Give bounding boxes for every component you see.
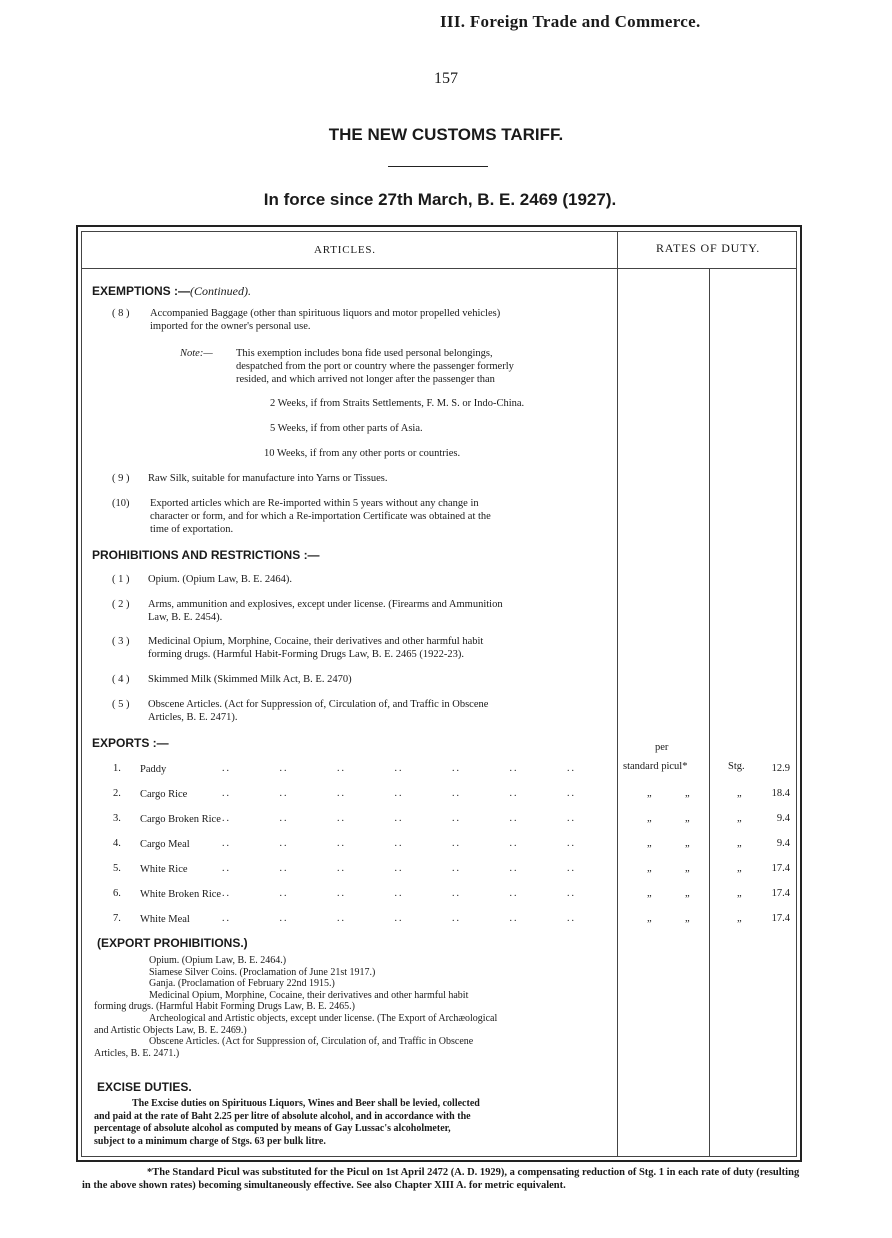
prohibition-line: Obscene Articles. (Act for Suppression of, Circulation of, and Traffic in Obscene bbox=[148, 699, 489, 710]
note-weeks-2: 5 Weeks, if from other parts of Asia. bbox=[270, 423, 423, 434]
note-weeks-1: 2 Weeks, if from Straits Settlements, F. M. S. or Indo-China. bbox=[270, 398, 525, 409]
export-item-name: White Meal bbox=[140, 914, 190, 925]
column-header-rates: RATES OF DUTY. bbox=[656, 241, 760, 255]
prohibition-item bbox=[148, 598, 503, 624]
rate-per-label: per bbox=[655, 742, 669, 753]
export-prohibition-line: Obscene Articles. (Act for Suppression of, Circulation of, and Traffic in Obscene bbox=[149, 1036, 474, 1048]
rate-currency-label: Stg. bbox=[728, 761, 745, 772]
note-line: This exemption includes bona fide used personal belongings, bbox=[236, 348, 493, 359]
footnote: *The Standard Picul was substituted for the Picul on 1st April 2472 (A. D. 1929), a compensating reduction of Stg. 1 in each rate of duty (resulting in the above shown rates) becoming simultaneously effective. See also Chapter XIII A. for metric equivalent. bbox=[82, 1167, 800, 1191]
excise-body bbox=[94, 1098, 616, 1148]
ditto-mark: „ bbox=[737, 863, 742, 874]
exemption-line: imported for the owner's personal use. bbox=[150, 321, 311, 332]
export-prohibition-line: Archeological and Artistic objects, except under license. (The Export of Archæological bbox=[149, 1012, 498, 1024]
prohibition-item bbox=[148, 635, 483, 661]
section-heading-prohibitions: PROHIBITIONS AND RESTRICTIONS :— bbox=[92, 548, 320, 562]
export-prohibition-line: and Artistic Objects Law, B. E. 2469.) bbox=[94, 1024, 247, 1036]
page-subtitle: In force since 27th March, B. E. 2469 (1927). bbox=[263, 190, 617, 209]
leader-dots: .. .. .. .. .. .. .. bbox=[222, 813, 576, 824]
exemption-line: Exported articles which are Re-imported within 5 years without any change in bbox=[150, 498, 479, 509]
ditto-mark: „ bbox=[685, 788, 690, 799]
export-item-number: 2. bbox=[113, 788, 121, 799]
note-line: resided, and which arrived not longer after the passenger than bbox=[236, 374, 495, 385]
prohibition-number: ( 5 ) bbox=[112, 699, 130, 710]
export-rate-value: 9.4 bbox=[776, 838, 790, 849]
export-rate-value: 18.4 bbox=[771, 788, 790, 799]
ditto-mark: „ bbox=[647, 863, 652, 874]
excise-line: subject to a minimum charge of Stgs. 63 per bulk litre. bbox=[94, 1135, 326, 1147]
prohibition-item: Skimmed Milk (Skimmed Milk Act, B. E. 2470) bbox=[148, 674, 352, 685]
prohibition-number: ( 1 ) bbox=[112, 574, 130, 585]
export-item-name: Cargo Broken Rice bbox=[140, 814, 221, 825]
ditto-mark: „ bbox=[685, 888, 690, 899]
ditto-mark: „ bbox=[647, 788, 652, 799]
ditto-mark: „ bbox=[737, 913, 742, 924]
export-prohibition-line: Ganja. (Proclamation of February 22nd 1915.) bbox=[149, 978, 335, 990]
prohibition-line: Law, B. E. 2454). bbox=[148, 612, 223, 623]
prohibition-line: Medicinal Opium, Morphine, Cocaine, their derivatives and other harmful habit bbox=[148, 636, 484, 647]
export-prohibition-line: Siamese Silver Coins. (Proclamation of June 21st 1917.) bbox=[149, 966, 376, 978]
prohibition-number: ( 2 ) bbox=[112, 599, 130, 610]
column-divider-articles bbox=[617, 231, 618, 1157]
export-item-name: Cargo Rice bbox=[140, 789, 188, 800]
export-rate-value: 12.9 bbox=[771, 763, 790, 774]
page-title: THE NEW CUSTOMS TARIFF. bbox=[328, 125, 564, 144]
ditto-mark: „ bbox=[647, 888, 652, 899]
excise-line: percentage of absolute alcohol as computed by means of Gay Lussac's alcoholmeter, bbox=[94, 1123, 451, 1134]
ditto-mark: „ bbox=[737, 888, 742, 899]
column-header-articles: ARTICLES. bbox=[314, 244, 376, 256]
ditto-mark: „ bbox=[685, 863, 690, 874]
export-item-number: 5. bbox=[113, 863, 121, 874]
leader-dots: .. .. .. .. .. .. .. bbox=[222, 913, 576, 924]
note-body bbox=[236, 347, 514, 386]
export-prohibition-line: forming drugs. (Harmful Habit Forming Drugs Law, B. E. 2465.) bbox=[94, 1001, 355, 1013]
export-rate-value: 17.4 bbox=[771, 913, 790, 924]
prohibition-number: ( 3 ) bbox=[112, 636, 130, 647]
exemptions-heading-note: (Continued). bbox=[190, 284, 252, 298]
export-rate-value: 17.4 bbox=[771, 863, 790, 874]
ditto-mark: „ bbox=[685, 913, 690, 924]
ditto-mark: „ bbox=[647, 913, 652, 924]
export-item-name: White Rice bbox=[140, 864, 188, 875]
exemption-number: ( 8 ) bbox=[112, 308, 130, 319]
leader-dots: .. .. .. .. .. .. .. bbox=[222, 788, 576, 799]
column-divider-rates bbox=[709, 268, 710, 1157]
prohibition-line: Arms, ammunition and explosives, except under license. (Firearms and Ammunition bbox=[148, 599, 503, 610]
ditto-mark: „ bbox=[647, 838, 652, 849]
exemption-number: (10) bbox=[112, 498, 130, 509]
export-item-name: Paddy bbox=[140, 764, 167, 775]
export-prohibitions-list bbox=[94, 955, 616, 1059]
export-rate-value: 17.4 bbox=[771, 888, 790, 899]
note-weeks-3: 10 Weeks, if from any other ports or countries. bbox=[264, 448, 461, 459]
exemption-item-10 bbox=[150, 497, 491, 536]
exemption-line: Accompanied Baggage (other than spirituous liquors and motor propelled vehicles) bbox=[150, 308, 501, 319]
header-row-divider bbox=[81, 268, 797, 269]
export-rate-value: 9.4 bbox=[776, 813, 790, 824]
exemption-line: time of exportation. bbox=[150, 524, 234, 535]
section-heading-export-prohibitions: (EXPORT PROHIBITIONS.) bbox=[97, 936, 248, 950]
export-item-name: White Broken Rice bbox=[140, 889, 222, 900]
rate-unit-label: standard picul* bbox=[623, 761, 688, 772]
export-item-number: 3. bbox=[113, 813, 121, 824]
export-prohibition-line: Articles, B. E. 2471.) bbox=[94, 1047, 180, 1059]
excise-line: The Excise duties on Spirituous Liquors, Wines and Beer shall be levied, collected bbox=[132, 1098, 480, 1109]
exemption-number: ( 9 ) bbox=[112, 473, 130, 484]
exemptions-heading: EXEMPTIONS :— bbox=[92, 284, 191, 298]
export-item-number: 7. bbox=[113, 913, 121, 924]
ditto-mark: „ bbox=[737, 788, 742, 799]
title-rule bbox=[388, 166, 488, 167]
ditto-mark: „ bbox=[737, 838, 742, 849]
excise-line: and paid at the rate of Baht 2.25 per litre of absolute alcohol, and in accordance with the bbox=[94, 1110, 471, 1122]
export-prohibition-line: Medicinal Opium, Morphine, Cocaine, their derivatives and other harmful habit bbox=[149, 989, 469, 1001]
leader-dots: .. .. .. .. .. .. .. bbox=[222, 888, 576, 899]
exemption-item-9: Raw Silk, suitable for manufacture into Yarns or Tissues. bbox=[148, 473, 388, 484]
section-heading-exports: EXPORTS :— bbox=[92, 736, 169, 750]
exemption-line: character or form, and for which a Re-importation Certificate was obtained at the bbox=[150, 511, 491, 522]
section-heading-excise: EXCISE DUTIES. bbox=[97, 1080, 192, 1094]
ditto-mark: „ bbox=[685, 813, 690, 824]
export-item-number: 6. bbox=[113, 888, 121, 899]
leader-dots: .. .. .. .. .. .. .. bbox=[222, 838, 576, 849]
section-heading-exemptions bbox=[92, 284, 251, 299]
page-number: 157 bbox=[434, 70, 458, 87]
export-item-number: 1. bbox=[113, 763, 121, 774]
prohibition-line: Articles, B. E. 2471). bbox=[148, 712, 238, 723]
prohibition-item bbox=[148, 698, 488, 724]
ditto-mark: „ bbox=[647, 813, 652, 824]
running-header: III. Foreign Trade and Commerce. bbox=[440, 12, 701, 31]
prohibition-number: ( 4 ) bbox=[112, 674, 130, 685]
note-label: Note:— bbox=[180, 348, 213, 359]
ditto-mark: „ bbox=[685, 838, 690, 849]
note-line: despatched from the port or country where the passenger formerly bbox=[236, 361, 514, 372]
export-item-name: Cargo Meal bbox=[140, 839, 190, 850]
ditto-mark: „ bbox=[737, 813, 742, 824]
leader-dots: .. .. .. .. .. .. .. bbox=[222, 863, 576, 874]
export-item-number: 4. bbox=[113, 838, 121, 849]
exemption-item-8 bbox=[150, 307, 500, 333]
export-prohibition-line: Opium. (Opium Law, B. E. 2464.) bbox=[149, 955, 287, 966]
prohibition-item: Opium. (Opium Law, B. E. 2464). bbox=[148, 574, 292, 585]
leader-dots: .. .. .. .. .. .. .. bbox=[222, 763, 576, 774]
prohibition-line: forming drugs. (Harmful Habit-Forming Drugs Law, B. E. 2465 (1922-23). bbox=[148, 649, 465, 660]
